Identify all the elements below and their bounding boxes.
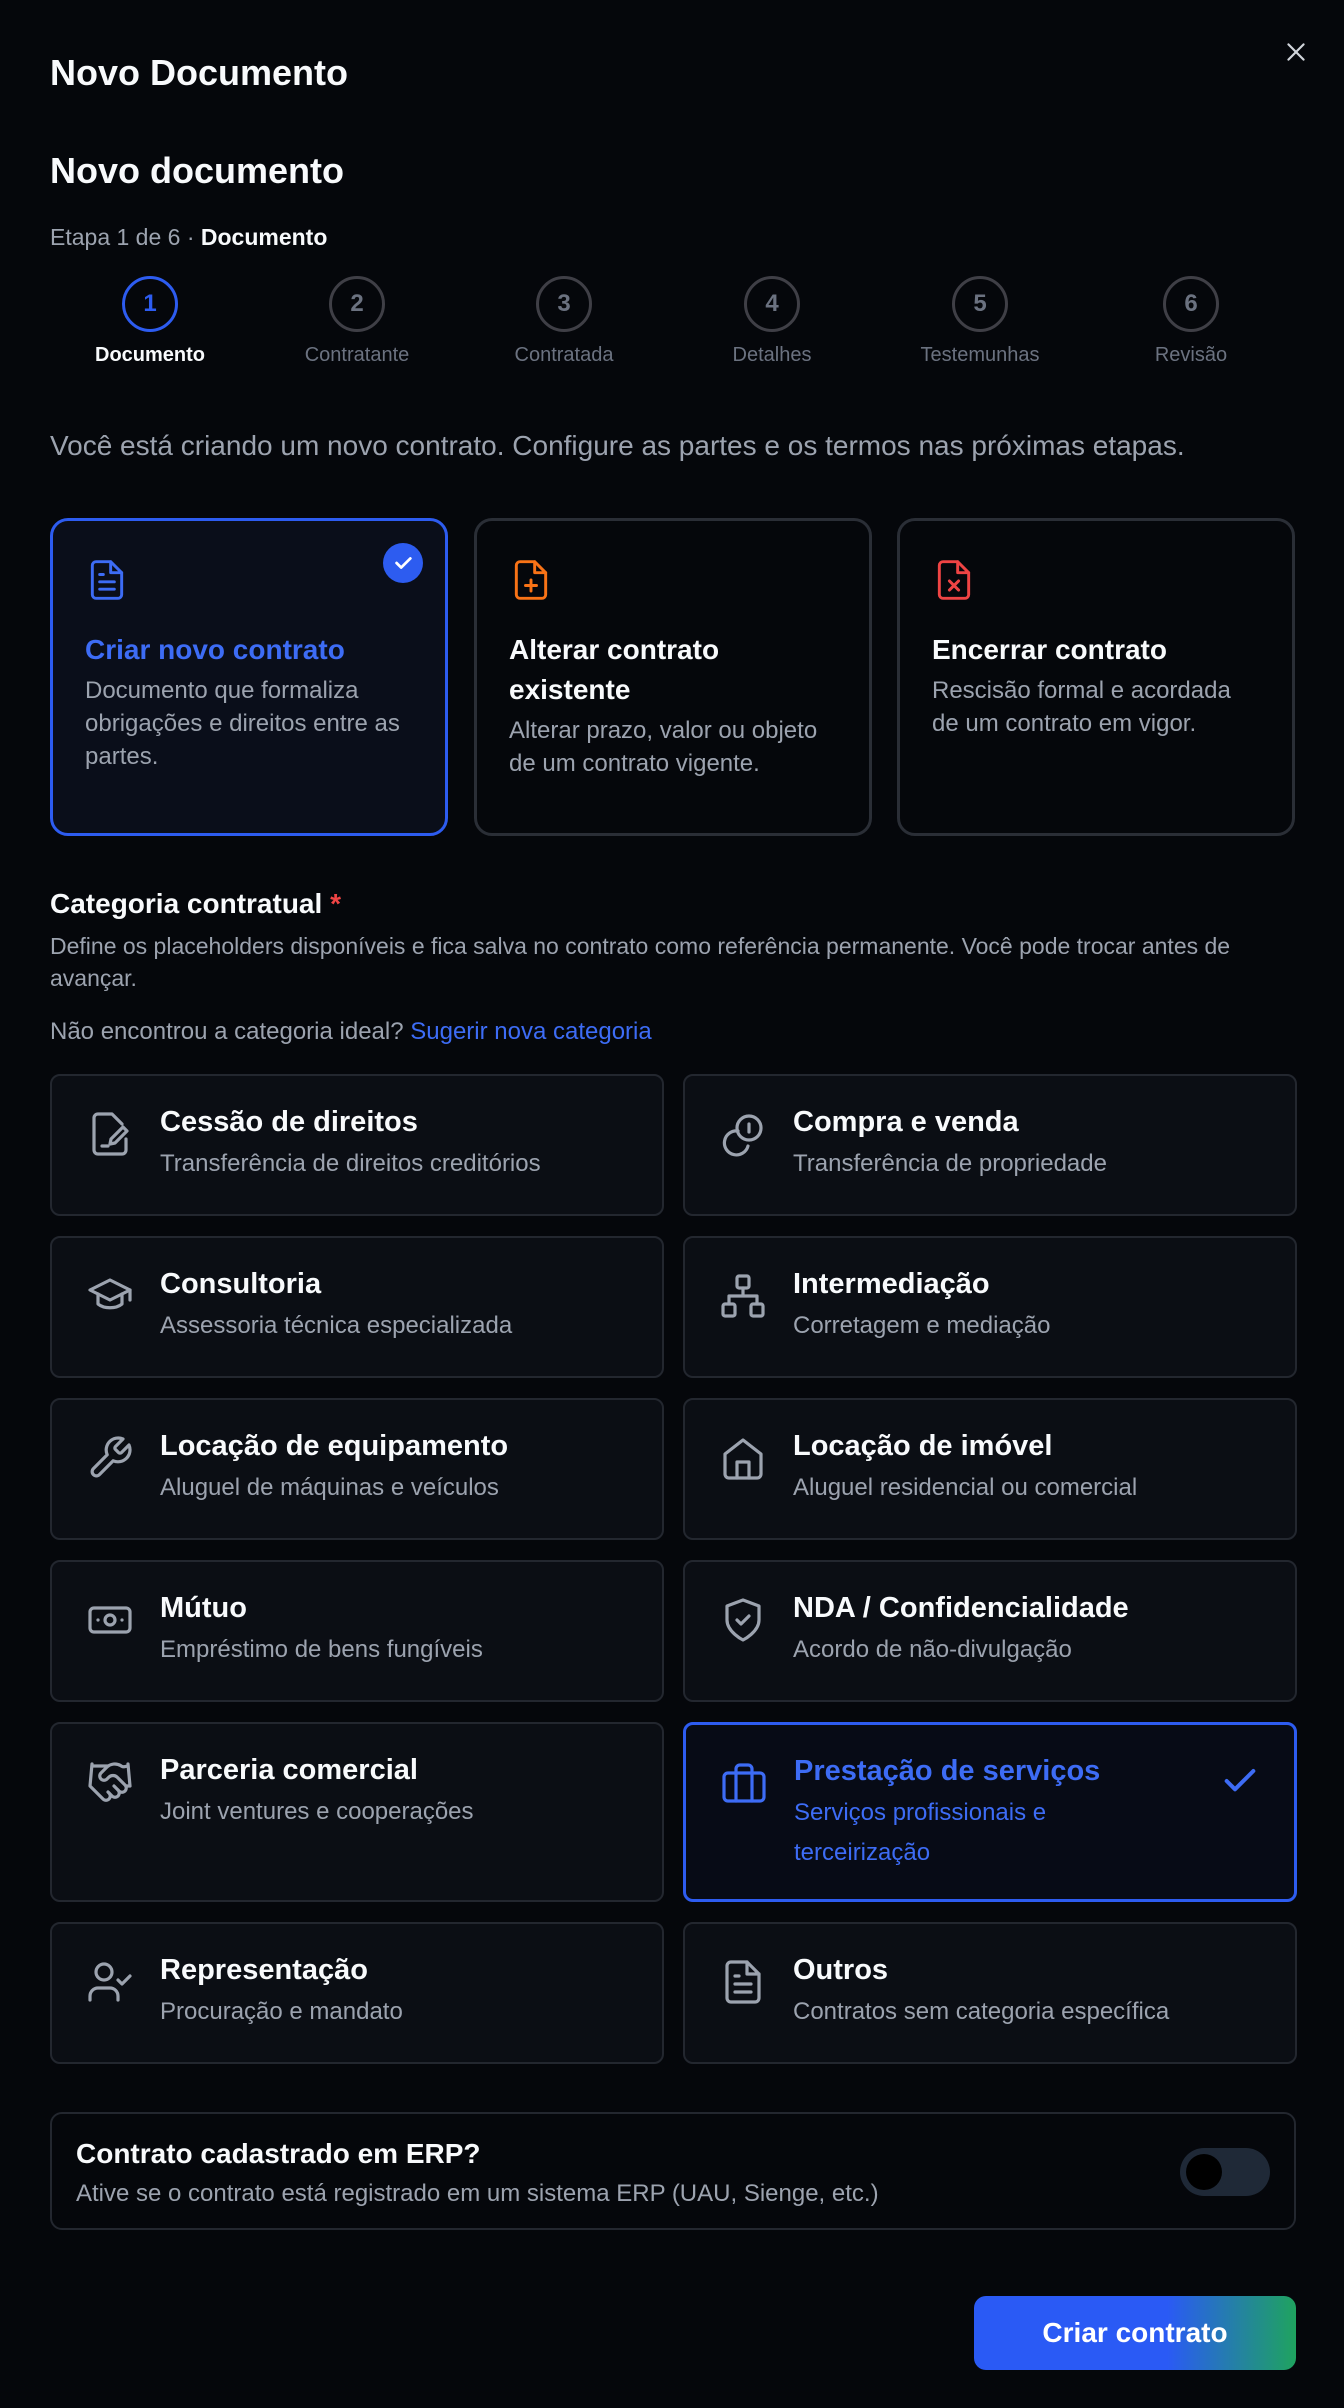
category-description: Transferência de propriedade (793, 1150, 1107, 1177)
step-2[interactable] (257, 276, 457, 367)
category-name: Consultoria (160, 1268, 322, 1300)
category-description: Transferência de direitos creditórios (160, 1150, 541, 1177)
house-icon (719, 1434, 767, 1482)
close-icon (1283, 39, 1309, 65)
step-number: 4 (744, 276, 800, 332)
step-number: 6 (1163, 276, 1219, 332)
category-suggest (50, 1018, 652, 1046)
network-icon (719, 1272, 767, 1320)
category-card-intermediacao[interactable] (683, 1236, 1297, 1378)
suggest-prefix: Não encontrou a categoria ideal? (50, 1018, 404, 1045)
category-name: Locação de equipamento (160, 1430, 509, 1462)
step-label: Contratada (514, 344, 614, 366)
check-icon (1220, 1761, 1260, 1801)
type-card-end-contract[interactable] (897, 518, 1295, 836)
category-description: Corretagem e mediação (793, 1312, 1051, 1339)
document-icon (85, 555, 129, 605)
category-description: Aluguel de máquinas e veículos (160, 1474, 499, 1501)
category-card-prestacao-servicos[interactable] (683, 1722, 1297, 1902)
intro-text: Você está criando um novo contrato. Configure as partes e os termos nas próximas etapas. (50, 430, 1185, 461)
category-card-consultoria[interactable] (50, 1236, 664, 1378)
category-name: Cessão de direitos (160, 1106, 418, 1138)
step-5[interactable] (880, 276, 1080, 367)
category-description: Joint ventures e cooperações (160, 1798, 474, 1825)
file-signature-icon (86, 1110, 134, 1158)
briefcase-icon (720, 1759, 768, 1807)
step-label: Detalhes (732, 344, 812, 366)
modal-title: Novo Documento (50, 52, 349, 93)
type-name: Encerrar contrato (932, 634, 1167, 665)
step-number: 1 (122, 276, 178, 332)
category-name: Outros (793, 1954, 889, 1986)
category-help: Define os placeholders disponíveis e fica salva no contrato como referência permanente. Você pode trocar antes de avançar. (50, 933, 1231, 991)
close-button[interactable] (1272, 28, 1320, 76)
step-label: Documento (95, 344, 205, 366)
step-number: 3 (536, 276, 592, 332)
category-description: Empréstimo de bens fungíveis (160, 1636, 483, 1663)
type-description: Documento que formaliza obrigações e direitos entre as partes. (85, 677, 400, 770)
required-mark: * (330, 888, 341, 919)
category-card-compra-venda[interactable] (683, 1074, 1297, 1216)
user-check-icon (86, 1958, 134, 2006)
category-name: Locação de imóvel (793, 1430, 1053, 1462)
category-heading-text: Categoria contratual (50, 888, 323, 919)
category-card-locacao-equipamento[interactable] (50, 1398, 664, 1540)
coins-icon (719, 1110, 767, 1158)
step-number: 2 (329, 276, 385, 332)
document-x-icon (932, 555, 976, 605)
banknote-icon (86, 1596, 134, 1644)
document-plus-icon (509, 555, 553, 605)
step-meta (50, 224, 327, 251)
category-card-parceria[interactable] (50, 1722, 664, 1902)
category-description: Assessoria técnica especializada (160, 1312, 513, 1339)
step-label: Revisão (1154, 344, 1228, 366)
step-3[interactable] (464, 276, 664, 367)
suggest-category-link[interactable]: Sugerir nova categoria (410, 1018, 652, 1045)
category-heading (50, 888, 341, 920)
category-card-mutuo[interactable] (50, 1560, 664, 1702)
step-meta-prefix: Etapa 1 de 6 · (50, 224, 201, 250)
category-card-nda[interactable] (683, 1560, 1297, 1702)
category-description: Contratos sem categoria específica (793, 1998, 1170, 2025)
step-meta-current: Documento (200, 224, 328, 250)
step-1[interactable] (50, 276, 250, 367)
type-card-new-contract[interactable] (50, 518, 448, 836)
step-number: 5 (952, 276, 1008, 332)
step-label: Contratante (304, 344, 410, 366)
step-4[interactable] (672, 276, 872, 367)
category-name: NDA / Confidencialidade (793, 1592, 1129, 1624)
category-name: Prestação de serviços (794, 1755, 1101, 1787)
erp-toggle[interactable] (1180, 2148, 1270, 2196)
handshake-icon (86, 1758, 134, 1806)
category-description: Acordo de não-divulgação (793, 1636, 1072, 1663)
toggle-knob (1186, 2154, 1222, 2190)
type-description: Rescisão formal e acordada de um contrato em vigor. (932, 677, 1231, 737)
shield-check-icon (719, 1596, 767, 1644)
create-contract-button[interactable]: Criar contrato (974, 2296, 1296, 2370)
erp-box (50, 2112, 1296, 2230)
category-name: Mútuo (160, 1592, 247, 1624)
category-card-outros[interactable] (683, 1922, 1297, 2064)
step-label: Testemunhas (920, 344, 1040, 366)
wrench-icon (86, 1434, 134, 1482)
category-description: Aluguel residencial ou comercial (793, 1474, 1138, 1501)
type-description: Alterar prazo, valor ou objeto de um contrato vigente. (509, 717, 818, 777)
section-title: Novo documento (50, 150, 344, 191)
category-name: Representação (160, 1954, 368, 1986)
category-description: Serviços profissionais e terceirização (794, 1799, 1047, 1866)
category-card-locacao-imovel[interactable] (683, 1398, 1297, 1540)
type-name: Criar novo contrato (85, 634, 345, 665)
check-icon (392, 552, 414, 574)
category-name: Intermediação (793, 1268, 990, 1300)
type-name: Alterar contrato existente (509, 634, 720, 705)
stepper (50, 276, 1294, 372)
step-6[interactable] (1091, 276, 1291, 367)
erp-description: Ative se o contrato está registrado em um sistema ERP (UAU, Sienge, etc.) (76, 2180, 879, 2207)
category-description: Procuração e mandato (160, 1998, 403, 2025)
selected-check-badge (383, 543, 423, 583)
erp-title: Contrato cadastrado em ERP? (76, 2138, 481, 2169)
type-card-alter-contract[interactable] (474, 518, 872, 836)
graduation-cap-icon (86, 1272, 134, 1320)
category-card-representacao[interactable] (50, 1922, 664, 2064)
file-text-icon (719, 1958, 767, 2006)
category-name: Parceria comercial (160, 1754, 418, 1786)
category-name: Compra e venda (793, 1106, 1019, 1138)
category-card-cessao[interactable] (50, 1074, 664, 1216)
